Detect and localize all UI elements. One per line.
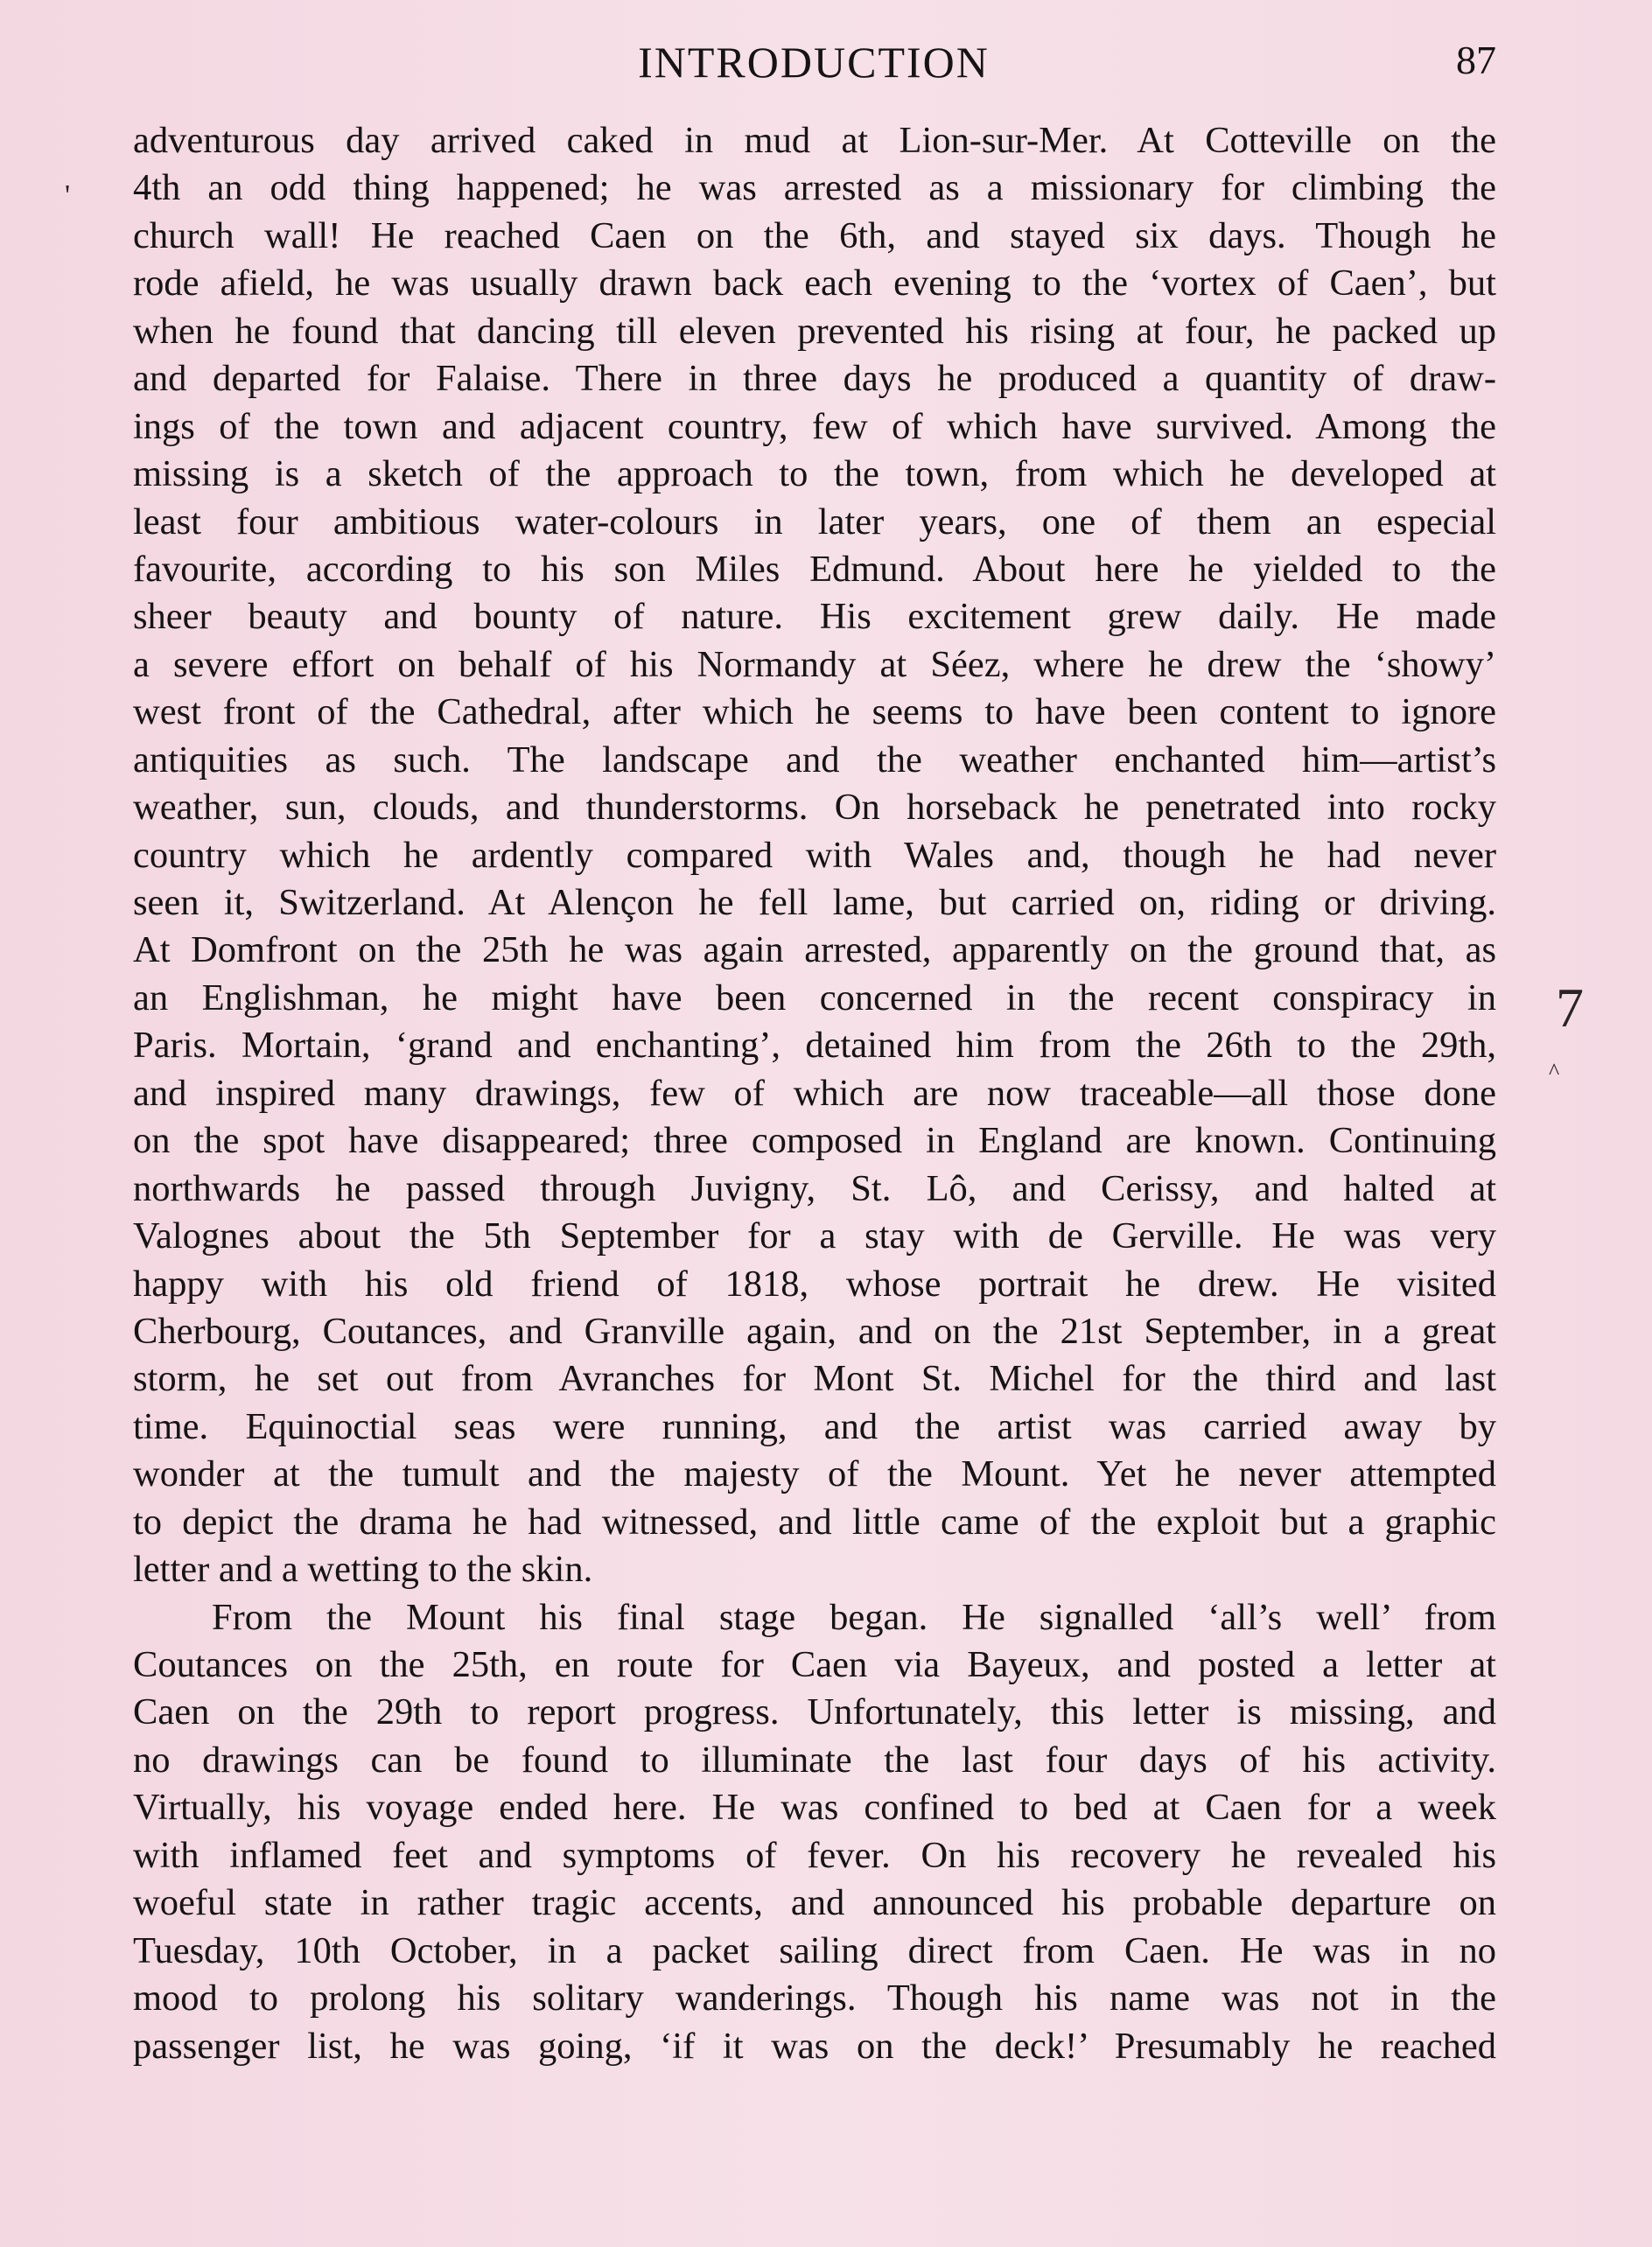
text-line: wonder at the tumult and the majesty of the Mount. Yet he never attempted	[133, 1453, 1496, 1495]
text-line: missing is a sketch of the approach to the town, from which he developed at	[133, 453, 1496, 495]
text-line: woeful state in rather tragic accents, and announced his probable departure on	[133, 1882, 1496, 1924]
text-line: adventurous day arrived caked in mud at Lion-sur-Mer. At Cotteville on the	[133, 120, 1496, 161]
text-line: west front of the Cathedral, after which he seems to have been content to ignore	[133, 691, 1496, 733]
text-line: country which he ardently compared with Wales and, though he had never	[133, 834, 1496, 876]
text-line: an Englishman, he might have been concerned in the recent conspiracy in	[133, 976, 1496, 1018]
text-line: happy with his old friend of 1818, whose portrait he drew. He visited	[133, 1263, 1496, 1305]
text-line: with inflamed feet and symptoms of fever. On his recovery he revealed his	[133, 1834, 1496, 1876]
text-line: and departed for Falaise. There in three days he produced a quantity of draw-	[133, 358, 1496, 400]
text-line: rode afield, he was usually drawn back each evening to the ‘vortex of Caen’, but	[133, 262, 1496, 304]
running-title: INTRODUCTION	[638, 38, 990, 87]
page-header	[131, 32, 1496, 93]
text-line: when he found that dancing till eleven prevented his rising at four, he packed up	[133, 310, 1496, 352]
text-line: church wall! He reached Caen on the 6th, and stayed six days. Though he	[133, 214, 1496, 256]
text-line: antiquities as such. The landscape and the weather enchanted him—artist’s	[133, 738, 1496, 780]
text-line: seen it, Switzerland. At Alençon he fell lame, but carried on, riding or driving.	[133, 882, 1496, 923]
text-line: a severe effort on behalf of his Normandy at Séez, where he drew the ‘showy’	[133, 643, 1496, 685]
text-line: 4th an odd thing happened; he was arrested as a missionary for climbing the	[133, 167, 1496, 209]
text-line: From the Mount his final stage began. He signalled ‘all’s well’ from	[212, 1596, 1496, 1638]
text-line: Paris. Mortain, ‘grand and enchanting’, detained him from the 26th to the 29th,	[133, 1025, 1496, 1067]
text-line: favourite, according to his son Miles Edmund. About here he yielded to the	[133, 548, 1496, 590]
page-number: 87	[1456, 38, 1496, 82]
margin-caret-mark: ^	[1549, 1059, 1560, 1084]
text-line: Cherbourg, Coutances, and Granville again, and on the 21st September, in a great	[133, 1310, 1496, 1352]
text-line: Coutances on the 25th, en route for Caen via Bayeux, and posted a letter at	[133, 1644, 1496, 1685]
text-line: Caen on the 29th to report progress. Unfortunately, this letter is missing, and	[133, 1691, 1496, 1733]
text-line: on the spot have disappeared; three composed in England are known. Continuing	[133, 1120, 1496, 1162]
text-line: northwards he passed through Juvigny, St. Lô, and Cerissy, and halted at	[133, 1167, 1496, 1209]
text-line: storm, he set out from Avranches for Mont St. Michel for the third and last	[133, 1358, 1496, 1400]
text-line: passenger list, he was going, ‘if it was on the deck!’ Presumably he reached	[133, 2025, 1496, 2067]
text-line: letter and a wetting to the skin.	[133, 1549, 593, 1591]
text-line: to depict the drama he had witnessed, and little came of the exploit but a graphic	[133, 1501, 1496, 1543]
text-line: Valognes about the 5th September for a stay with de Gerville. He was very	[133, 1215, 1496, 1257]
text-line: Tuesday, 10th October, in a packet sailing direct from Caen. He was in no	[133, 1929, 1496, 1971]
text-line: At Domfront on the 25th he was again arrested, apparently on the ground that, as	[133, 929, 1496, 971]
margin-handwritten-seven: 7	[1556, 976, 1584, 1039]
text-line: and inspired many drawings, few of which are now traceable—all those done	[133, 1072, 1496, 1114]
margin-tick-mark: '	[65, 179, 71, 212]
body-text	[133, 117, 1496, 2070]
text-line: Virtually, his voyage ended here. He was confined to bed at Caen for a week	[133, 1787, 1496, 1829]
text-line: mood to prolong his solitary wanderings. Though his name was not in the	[133, 1978, 1496, 2020]
text-line: time. Equinoctial seas were running, and the artist was carried away by	[133, 1405, 1496, 1447]
text-line: least four ambitious water-colours in later years, one of them an especial	[133, 500, 1496, 542]
text-line: sheer beauty and bounty of nature. His excitement grew daily. He made	[133, 596, 1496, 638]
text-line: ings of the town and adjacent country, few of which have survived. Among the	[133, 405, 1496, 447]
text-line: no drawings can be found to illuminate the last four days of his activity.	[133, 1739, 1496, 1781]
text-line: weather, sun, clouds, and thunderstorms. On horseback he penetrated into rocky	[133, 787, 1496, 829]
